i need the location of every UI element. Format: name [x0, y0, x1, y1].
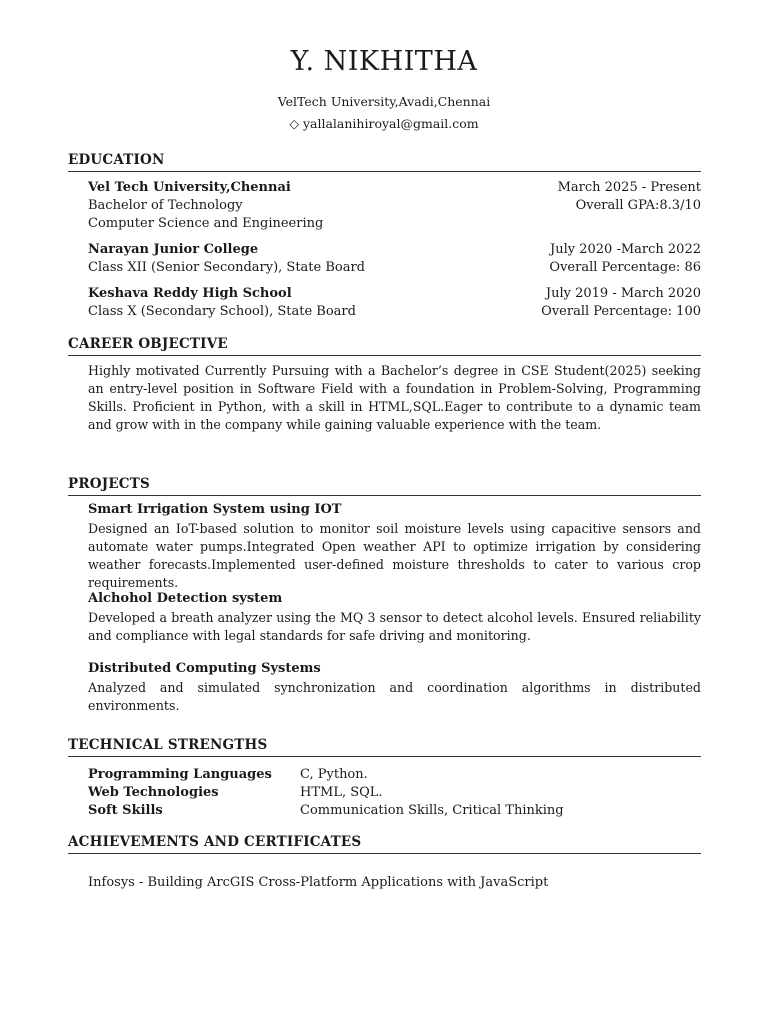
- education-score: Overall Percentage: 100: [541, 304, 701, 319]
- skill-label: Soft Skills: [88, 803, 163, 818]
- skills-heading: TECHNICAL STRENGTHS: [68, 737, 701, 757]
- skill-label: Web Technologies: [88, 785, 219, 800]
- education-school: Narayan Junior College: [88, 242, 259, 257]
- education-school: Vel Tech University,Chennai: [88, 180, 291, 195]
- email-text: yallalanihiroyal@gmail.com: [302, 116, 479, 131]
- education-dates: March 2025 - Present: [557, 180, 701, 195]
- candidate-name: Y. NIKHITHA: [290, 46, 478, 77]
- location-text: VelTech University,Avadi,Chennai: [277, 94, 491, 109]
- email-line: [0, 116, 768, 131]
- education-degree: Class XII (Senior Secondary), State Board: [88, 260, 366, 275]
- education-degree: Bachelor of Technology: [88, 198, 243, 213]
- education-school: Keshava Reddy High School: [88, 286, 292, 301]
- education-major: Computer Science and Engineering: [88, 216, 324, 231]
- skill-value: C, Python.: [300, 767, 368, 782]
- education-degree: Class X (Secondary School), State Board: [88, 304, 356, 319]
- skill-value: Communication Skills, Critical Thinking: [300, 803, 564, 818]
- projects-heading: PROJECTS: [68, 476, 701, 496]
- skill-value: HTML, SQL.: [300, 785, 383, 800]
- project-description: Analyzed and simulated synchronization and coordination algorithms in distributed environments.: [88, 680, 701, 713]
- education-dates: July 2020 -March 2022: [550, 242, 701, 257]
- project-description: Developed a breath analyzer using the MQ 3 sensor to detect alcohol levels. Ensured reliability and compliance with legal standards for safe driving and monitoring.: [88, 610, 701, 643]
- project-description: Designed an IoT-based solution to monitor soil moisture levels using capacitive sensors and automate water pumps.Integrated Open weather API to optimize irrigation by considering weather forecasts.Implemented user-defined moisture thresholds to cater to various crop requirements.: [88, 521, 701, 590]
- objective-text: Highly motivated Currently Pursuing with a Bachelor’s degree in CSE Student(2025) seeking an entry-level position in Software Field with a foundation in Problem-Solving, Programming Skills. Proficient in Python, with a skill in HTML,SQL.Eager to contribute to a dynamic team and grow with in the company while gaining valuable experience with the team.: [88, 363, 701, 432]
- project-title: Smart Irrigation System using IOT: [88, 502, 342, 517]
- skill-label: Programming Languages: [88, 767, 272, 782]
- diamond-icon: ◇: [289, 116, 299, 131]
- objective-heading: CAREER OBJECTIVE: [68, 336, 701, 356]
- project-title: Distributed Computing Systems: [88, 661, 321, 676]
- certificate-item: Infosys - Building ArcGIS Cross-Platform Applications with JavaScript: [88, 875, 549, 890]
- education-dates: July 2019 - March 2020: [545, 286, 701, 301]
- education-score: Overall Percentage: 86: [549, 260, 701, 275]
- education-heading: EDUCATION: [68, 152, 701, 172]
- education-score: Overall GPA:8.3/10: [575, 198, 701, 213]
- achievements-heading: ACHIEVEMENTS AND CERTIFICATES: [68, 834, 701, 854]
- project-title: Alchohol Detection system: [88, 591, 283, 606]
